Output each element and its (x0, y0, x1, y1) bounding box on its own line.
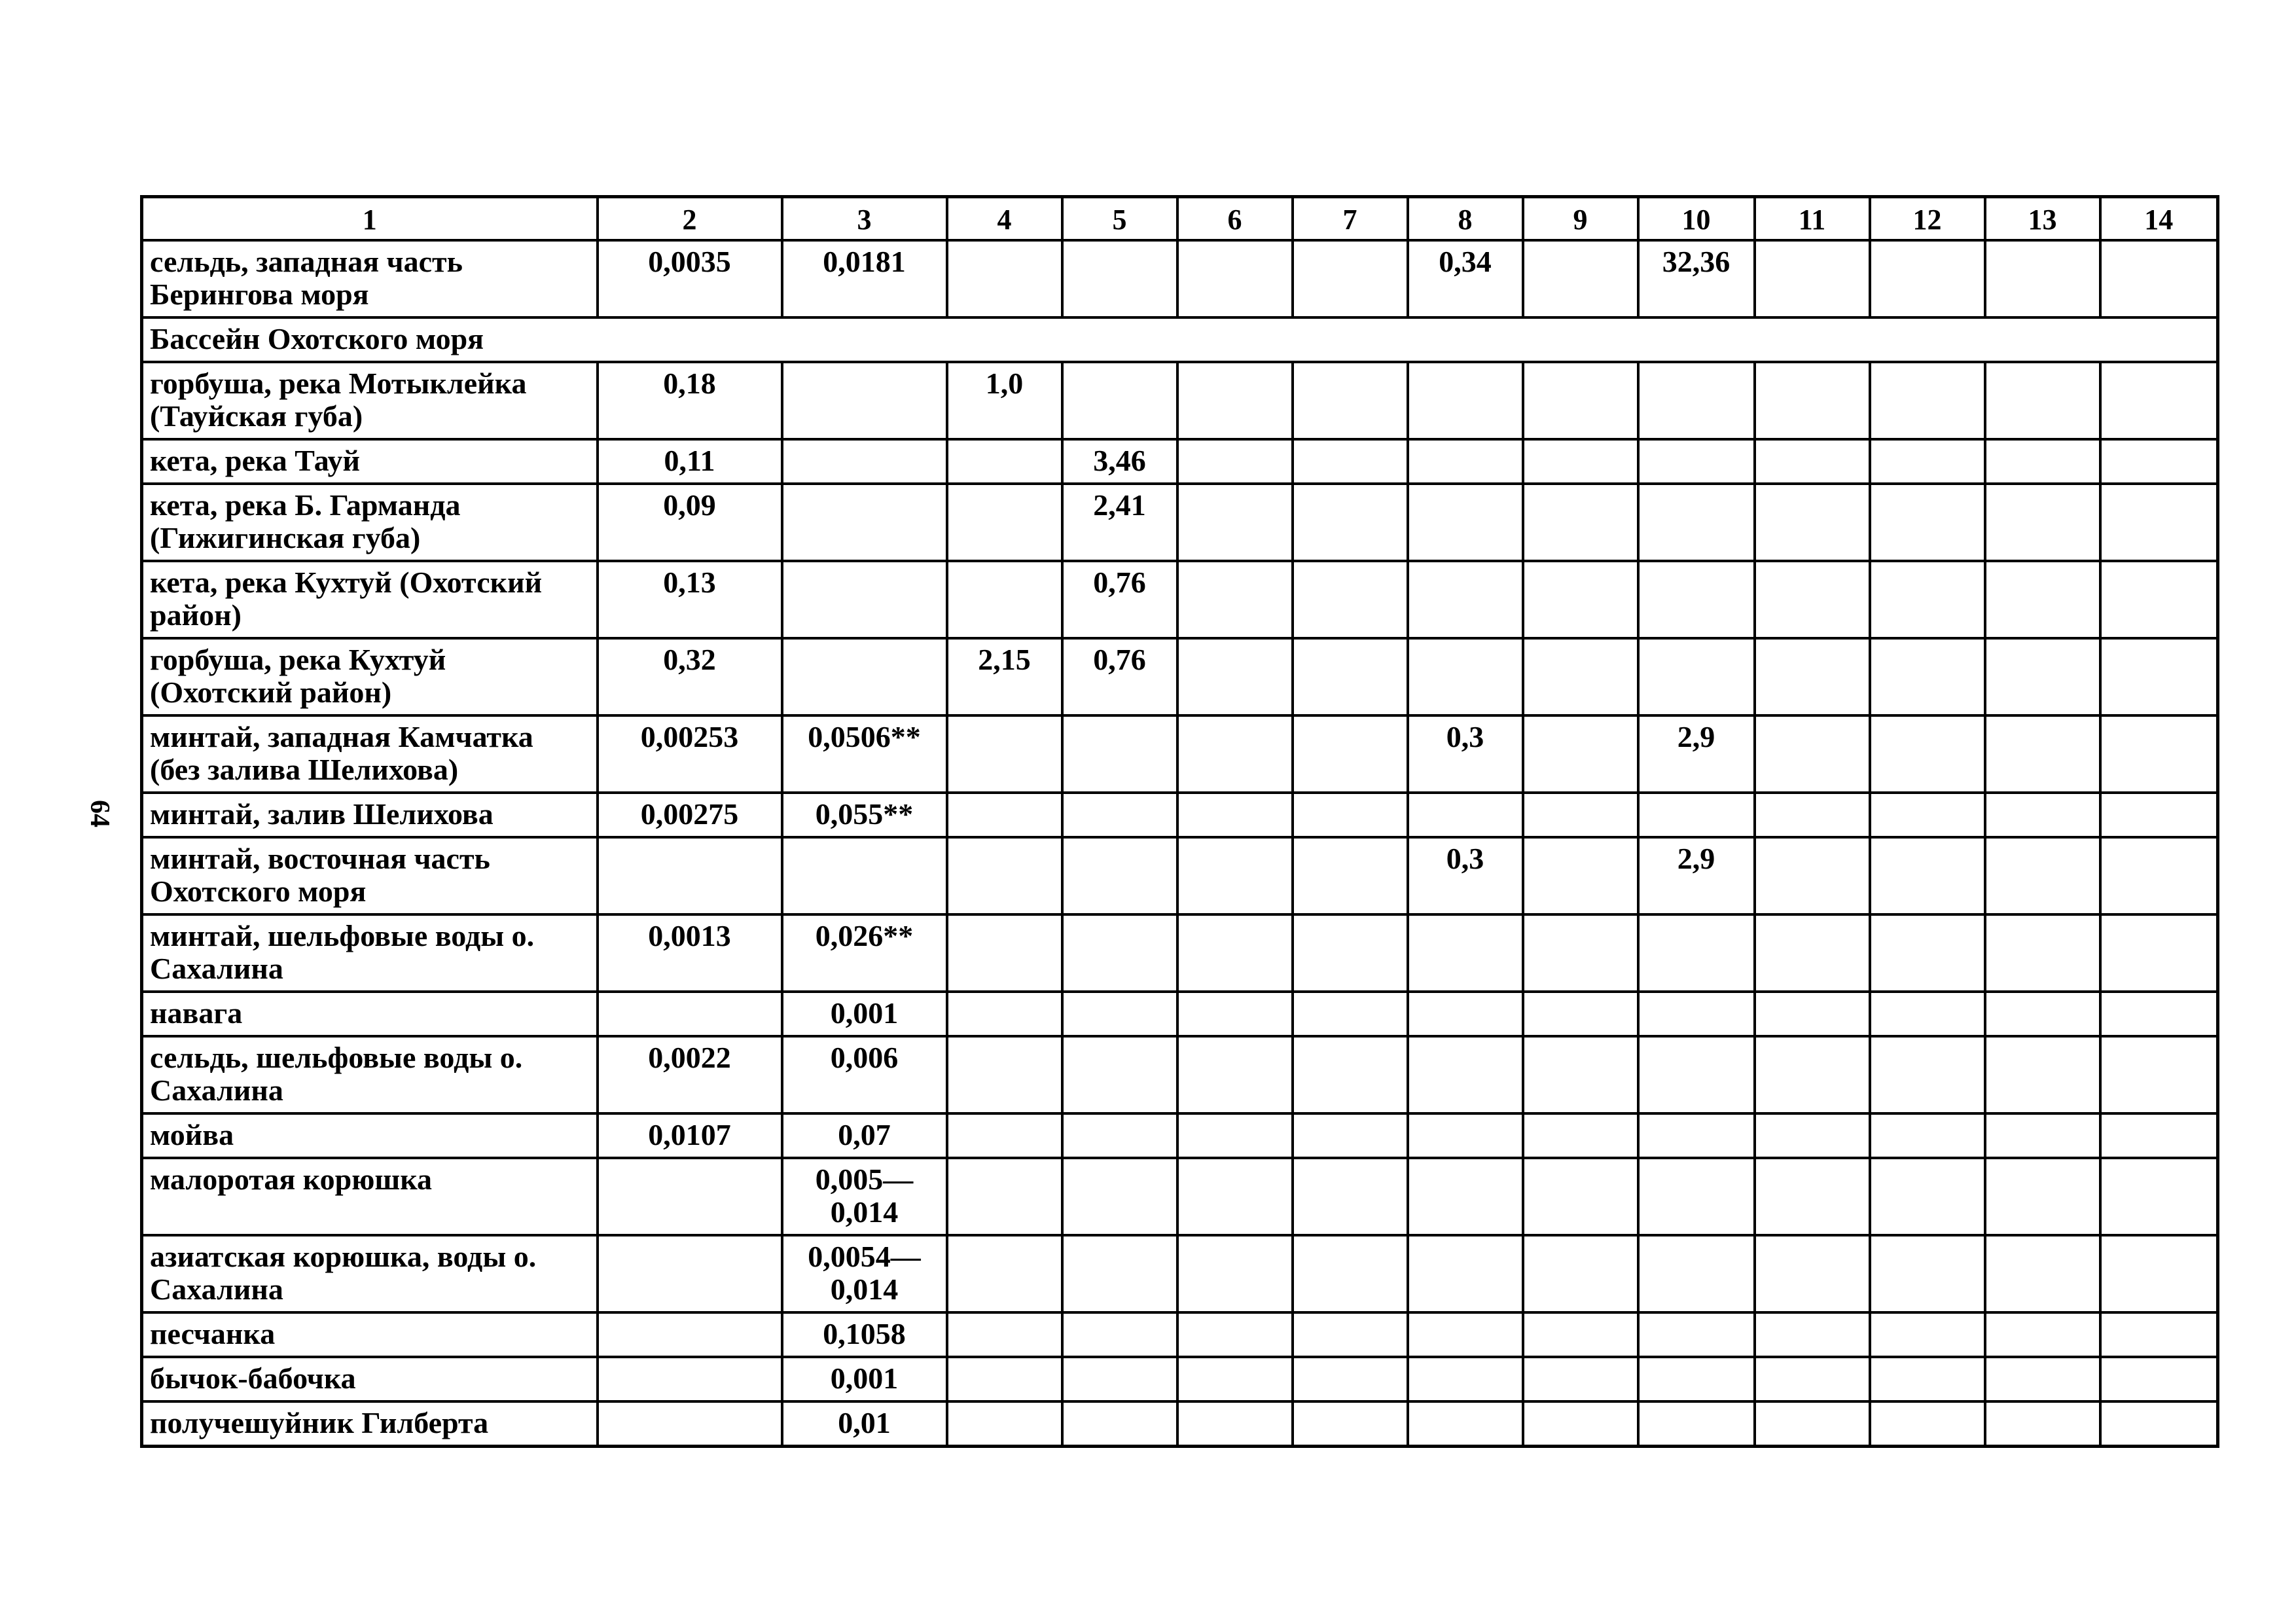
table-row (142, 362, 2218, 439)
species-cell: горбуша, река Мотыклейка (Тауйская губа) (142, 362, 598, 439)
value-cell (1523, 1401, 1638, 1447)
species-cell: сельдь, западная часть Берингова моря (142, 240, 598, 317)
value-cell (1523, 484, 1638, 561)
value-cell: 0,005—0,014 (782, 1158, 947, 1235)
value-cell (1755, 837, 1870, 914)
value-cell (1523, 240, 1638, 317)
value-cell: 0,0181 (782, 240, 947, 317)
value-cell (1408, 992, 1523, 1036)
value-cell (1985, 1401, 2100, 1447)
value-cell (1870, 439, 1985, 484)
value-cell (2100, 1235, 2218, 1312)
value-cell: 0,001 (782, 992, 947, 1036)
column-header: 2 (598, 197, 782, 241)
value-cell (1177, 837, 1293, 914)
value-cell (2100, 484, 2218, 561)
value-cell (598, 1357, 782, 1401)
value-cell (1293, 362, 1408, 439)
value-cell: 0,01 (782, 1401, 947, 1447)
value-cell: 0,18 (598, 362, 782, 439)
value-cell (598, 837, 782, 914)
value-cell (1177, 1401, 1293, 1447)
value-cell: 0,11 (598, 439, 782, 484)
value-cell (1638, 638, 1755, 715)
table-row (142, 793, 2218, 837)
value-cell (1870, 638, 1985, 715)
value-cell (1293, 638, 1408, 715)
value-cell (1755, 1401, 1870, 1447)
value-cell (1523, 992, 1638, 1036)
value-cell (1985, 362, 2100, 439)
value-cell: 2,41 (1062, 484, 1177, 561)
value-cell: 0,3 (1408, 715, 1523, 793)
value-cell (947, 1113, 1062, 1158)
value-cell (2100, 1357, 2218, 1401)
value-cell (1755, 1312, 1870, 1357)
value-cell (1408, 1401, 1523, 1447)
value-cell (1523, 1036, 1638, 1113)
value-cell: 32,36 (1638, 240, 1755, 317)
value-cell (1293, 561, 1408, 638)
value-cell (1408, 1235, 1523, 1312)
value-cell (1755, 439, 1870, 484)
species-cell: минтай, залив Шелихова (142, 793, 598, 837)
value-cell (1293, 914, 1408, 992)
value-cell (2100, 1158, 2218, 1235)
value-cell (1177, 914, 1293, 992)
value-cell (1293, 439, 1408, 484)
species-cell: сельдь, шельфовые воды о. Сахалина (142, 1036, 598, 1113)
column-header: 3 (782, 197, 947, 241)
value-cell: 0,0013 (598, 914, 782, 992)
value-cell (1985, 914, 2100, 992)
header-row (142, 197, 2218, 241)
value-cell (1062, 1113, 1177, 1158)
value-cell (1870, 992, 1985, 1036)
value-cell: 0,0506** (782, 715, 947, 793)
value-cell (2100, 1312, 2218, 1357)
species-cell: кета, река Б. Гарманда (Гижигинская губа) (142, 484, 598, 561)
value-cell (1638, 1235, 1755, 1312)
value-cell (947, 561, 1062, 638)
value-cell (2100, 992, 2218, 1036)
value-cell: 0,34 (1408, 240, 1523, 317)
value-cell (1755, 914, 1870, 992)
column-header: 11 (1755, 197, 1870, 241)
value-cell (1870, 1113, 1985, 1158)
value-cell (1408, 1158, 1523, 1235)
value-cell (947, 1235, 1062, 1312)
value-cell (1638, 362, 1755, 439)
value-cell (1293, 1401, 1408, 1447)
value-cell (1523, 1235, 1638, 1312)
value-cell (1870, 484, 1985, 561)
value-cell (1755, 1235, 1870, 1312)
value-cell (1638, 914, 1755, 992)
value-cell (1985, 837, 2100, 914)
value-cell (1985, 1113, 2100, 1158)
value-cell (1177, 715, 1293, 793)
value-cell (1638, 1036, 1755, 1113)
value-cell (1177, 1113, 1293, 1158)
value-cell (1755, 1158, 1870, 1235)
value-cell (1638, 793, 1755, 837)
value-cell (598, 992, 782, 1036)
value-cell (1755, 638, 1870, 715)
value-cell (1177, 638, 1293, 715)
value-cell (1870, 793, 1985, 837)
value-cell (2100, 638, 2218, 715)
value-cell (1177, 1158, 1293, 1235)
species-cell: навага (142, 992, 598, 1036)
species-cell: горбуша, река Кухтуй (Охотский район) (142, 638, 598, 715)
species-cell: бычок-бабочка (142, 1357, 598, 1401)
species-cell: кета, река Тауй (142, 439, 598, 484)
table-row (142, 1312, 2218, 1357)
species-cell: минтай, западная Камчатка (без залива Шелихова) (142, 715, 598, 793)
value-cell (1293, 1235, 1408, 1312)
value-cell (2100, 240, 2218, 317)
value-cell (1985, 439, 2100, 484)
value-cell: 0,07 (782, 1113, 947, 1158)
value-cell (1523, 793, 1638, 837)
value-cell (1293, 1113, 1408, 1158)
value-cell (598, 1158, 782, 1235)
value-cell (1870, 1235, 1985, 1312)
value-cell (1870, 561, 1985, 638)
value-cell (1638, 1401, 1755, 1447)
value-cell (1408, 1036, 1523, 1113)
value-cell (1293, 1036, 1408, 1113)
value-cell (1293, 992, 1408, 1036)
value-cell (1755, 992, 1870, 1036)
value-cell (598, 1235, 782, 1312)
value-cell (1985, 992, 2100, 1036)
value-cell (1755, 240, 1870, 317)
value-cell (2100, 793, 2218, 837)
value-cell (1638, 1113, 1755, 1158)
value-cell: 0,76 (1062, 638, 1177, 715)
value-cell (2100, 837, 2218, 914)
value-cell: 0,00253 (598, 715, 782, 793)
value-cell (2100, 561, 2218, 638)
value-cell (782, 439, 947, 484)
column-header: 10 (1638, 197, 1755, 241)
value-cell (2100, 362, 2218, 439)
column-header: 7 (1293, 197, 1408, 241)
value-cell (1638, 1357, 1755, 1401)
value-cell: 0,055** (782, 793, 947, 837)
value-cell (2100, 715, 2218, 793)
value-cell (947, 1312, 1062, 1357)
table-row (142, 1401, 2218, 1447)
value-cell (1523, 561, 1638, 638)
value-cell (1408, 362, 1523, 439)
value-cell (1062, 1357, 1177, 1401)
value-cell (2100, 439, 2218, 484)
table-row (142, 1113, 2218, 1158)
value-cell (947, 439, 1062, 484)
value-cell (947, 914, 1062, 992)
value-cell (947, 1036, 1062, 1113)
value-cell (1293, 1312, 1408, 1357)
value-cell (1985, 715, 2100, 793)
value-cell (947, 484, 1062, 561)
value-cell (1523, 914, 1638, 992)
value-cell (1062, 1158, 1177, 1235)
value-cell: 0,00275 (598, 793, 782, 837)
value-cell (1870, 1357, 1985, 1401)
value-cell (947, 715, 1062, 793)
value-cell (947, 1401, 1062, 1447)
column-header: 12 (1870, 197, 1985, 241)
value-cell (1293, 837, 1408, 914)
value-cell (1870, 1036, 1985, 1113)
value-cell (1177, 992, 1293, 1036)
value-cell (1755, 484, 1870, 561)
value-cell (1870, 1158, 1985, 1235)
value-cell (1062, 1312, 1177, 1357)
value-cell (1755, 561, 1870, 638)
value-cell (1523, 439, 1638, 484)
value-cell (598, 1312, 782, 1357)
value-cell (947, 837, 1062, 914)
value-cell (1408, 439, 1523, 484)
value-cell (1062, 715, 1177, 793)
value-cell (1408, 1357, 1523, 1401)
table-row (142, 992, 2218, 1036)
value-cell (1293, 715, 1408, 793)
value-cell (1985, 561, 2100, 638)
value-cell: 2,9 (1638, 715, 1755, 793)
table-row (142, 837, 2218, 914)
value-cell (1870, 1312, 1985, 1357)
value-cell (1985, 1357, 2100, 1401)
value-cell (1870, 715, 1985, 793)
value-cell (598, 1401, 782, 1447)
value-cell (1177, 240, 1293, 317)
value-cell: 0,09 (598, 484, 782, 561)
value-cell (1062, 837, 1177, 914)
value-cell (1870, 914, 1985, 992)
value-cell (1177, 1235, 1293, 1312)
value-cell: 0,0054—0,014 (782, 1235, 947, 1312)
table-row (142, 1158, 2218, 1235)
value-cell (1408, 793, 1523, 837)
value-cell (1985, 1036, 2100, 1113)
value-cell (2100, 1401, 2218, 1447)
value-cell (1523, 362, 1638, 439)
value-cell (947, 240, 1062, 317)
value-cell (1755, 793, 1870, 837)
value-cell (1755, 1113, 1870, 1158)
page-number: 64 (84, 800, 115, 827)
value-cell (1062, 1036, 1177, 1113)
value-cell (1293, 1357, 1408, 1401)
value-cell (1177, 1312, 1293, 1357)
section-title: Бассейн Охотского моря (142, 317, 2218, 362)
value-cell (1870, 362, 1985, 439)
value-cell: 0,1058 (782, 1312, 947, 1357)
value-cell (1523, 1113, 1638, 1158)
value-cell (1408, 1312, 1523, 1357)
value-cell: 0,026** (782, 914, 947, 992)
table-row (142, 638, 2218, 715)
value-cell (1293, 240, 1408, 317)
data-table (140, 195, 2219, 1448)
value-cell (1408, 561, 1523, 638)
value-cell (947, 992, 1062, 1036)
value-cell (1062, 914, 1177, 992)
table-row (142, 914, 2218, 992)
value-cell (1985, 1312, 2100, 1357)
value-cell: 2,9 (1638, 837, 1755, 914)
species-cell: кета, река Кухтуй (Охотский район) (142, 561, 598, 638)
table-row (142, 715, 2218, 793)
value-cell: 0,13 (598, 561, 782, 638)
value-cell (1985, 240, 2100, 317)
value-cell (947, 1158, 1062, 1235)
column-header: 1 (142, 197, 598, 241)
value-cell (1408, 914, 1523, 992)
value-cell (1523, 715, 1638, 793)
value-cell (1062, 362, 1177, 439)
value-cell: 3,46 (1062, 439, 1177, 484)
value-cell: 0,76 (1062, 561, 1177, 638)
column-header: 13 (1985, 197, 2100, 241)
value-cell (1177, 1036, 1293, 1113)
species-cell: получешуйник Гилберта (142, 1401, 598, 1447)
value-cell (1062, 992, 1177, 1036)
value-cell: 1,0 (947, 362, 1062, 439)
value-cell: 0,006 (782, 1036, 947, 1113)
value-cell (1755, 362, 1870, 439)
value-cell (1523, 1312, 1638, 1357)
section-row (142, 317, 2218, 362)
value-cell (782, 638, 947, 715)
value-cell (1177, 793, 1293, 837)
table-row (142, 1036, 2218, 1113)
column-header: 14 (2100, 197, 2218, 241)
table-row (142, 1235, 2218, 1312)
value-cell (1408, 484, 1523, 561)
value-cell (1985, 638, 2100, 715)
value-cell (1293, 793, 1408, 837)
table-row (142, 484, 2218, 561)
column-header: 4 (947, 197, 1062, 241)
value-cell (1408, 638, 1523, 715)
value-cell (1177, 1357, 1293, 1401)
column-header: 5 (1062, 197, 1177, 241)
species-cell: минтай, шельфовые воды о. Сахалина (142, 914, 598, 992)
species-cell: минтай, восточная часть Охотского моря (142, 837, 598, 914)
value-cell (1177, 561, 1293, 638)
value-cell (2100, 1113, 2218, 1158)
value-cell (947, 1357, 1062, 1401)
value-cell (1985, 1235, 2100, 1312)
value-cell (1870, 1401, 1985, 1447)
table-row (142, 1357, 2218, 1401)
value-cell (1638, 1158, 1755, 1235)
value-cell: 0,3 (1408, 837, 1523, 914)
value-cell (1638, 1312, 1755, 1357)
value-cell (1755, 1357, 1870, 1401)
value-cell (947, 793, 1062, 837)
value-cell (782, 484, 947, 561)
value-cell (1062, 1235, 1177, 1312)
value-cell (1523, 638, 1638, 715)
value-cell (1870, 837, 1985, 914)
table-row (142, 240, 2218, 317)
value-cell (1755, 1036, 1870, 1113)
value-cell (1293, 484, 1408, 561)
species-cell: песчанка (142, 1312, 598, 1357)
value-cell (1638, 439, 1755, 484)
table-row (142, 439, 2218, 484)
value-cell (782, 561, 947, 638)
value-cell (1638, 561, 1755, 638)
species-cell: мойва (142, 1113, 598, 1158)
value-cell (1177, 484, 1293, 561)
value-cell (1638, 992, 1755, 1036)
value-cell: 0,001 (782, 1357, 947, 1401)
value-cell (1870, 240, 1985, 317)
table-row (142, 561, 2218, 638)
species-cell: азиатская корюшка, воды о. Сахалина (142, 1235, 598, 1312)
value-cell (2100, 1036, 2218, 1113)
column-header: 8 (1408, 197, 1523, 241)
value-cell (1062, 1401, 1177, 1447)
value-cell (1408, 1113, 1523, 1158)
value-cell (1177, 439, 1293, 484)
column-header: 9 (1523, 197, 1638, 241)
value-cell: 0,0107 (598, 1113, 782, 1158)
value-cell (1523, 837, 1638, 914)
value-cell (1062, 240, 1177, 317)
value-cell (2100, 914, 2218, 992)
column-header: 6 (1177, 197, 1293, 241)
value-cell (1293, 1158, 1408, 1235)
species-cell: малоротая корюшка (142, 1158, 598, 1235)
value-cell: 0,0022 (598, 1036, 782, 1113)
value-cell: 0,0035 (598, 240, 782, 317)
value-cell: 0,32 (598, 638, 782, 715)
value-cell (1985, 484, 2100, 561)
value-cell (1062, 793, 1177, 837)
value-cell (1985, 1158, 2100, 1235)
value-cell (1523, 1158, 1638, 1235)
value-cell (1755, 715, 1870, 793)
value-cell (782, 837, 947, 914)
value-cell (1985, 793, 2100, 837)
value-cell (1177, 362, 1293, 439)
value-cell: 2,15 (947, 638, 1062, 715)
value-cell (1523, 1357, 1638, 1401)
value-cell (782, 362, 947, 439)
value-cell (1638, 484, 1755, 561)
